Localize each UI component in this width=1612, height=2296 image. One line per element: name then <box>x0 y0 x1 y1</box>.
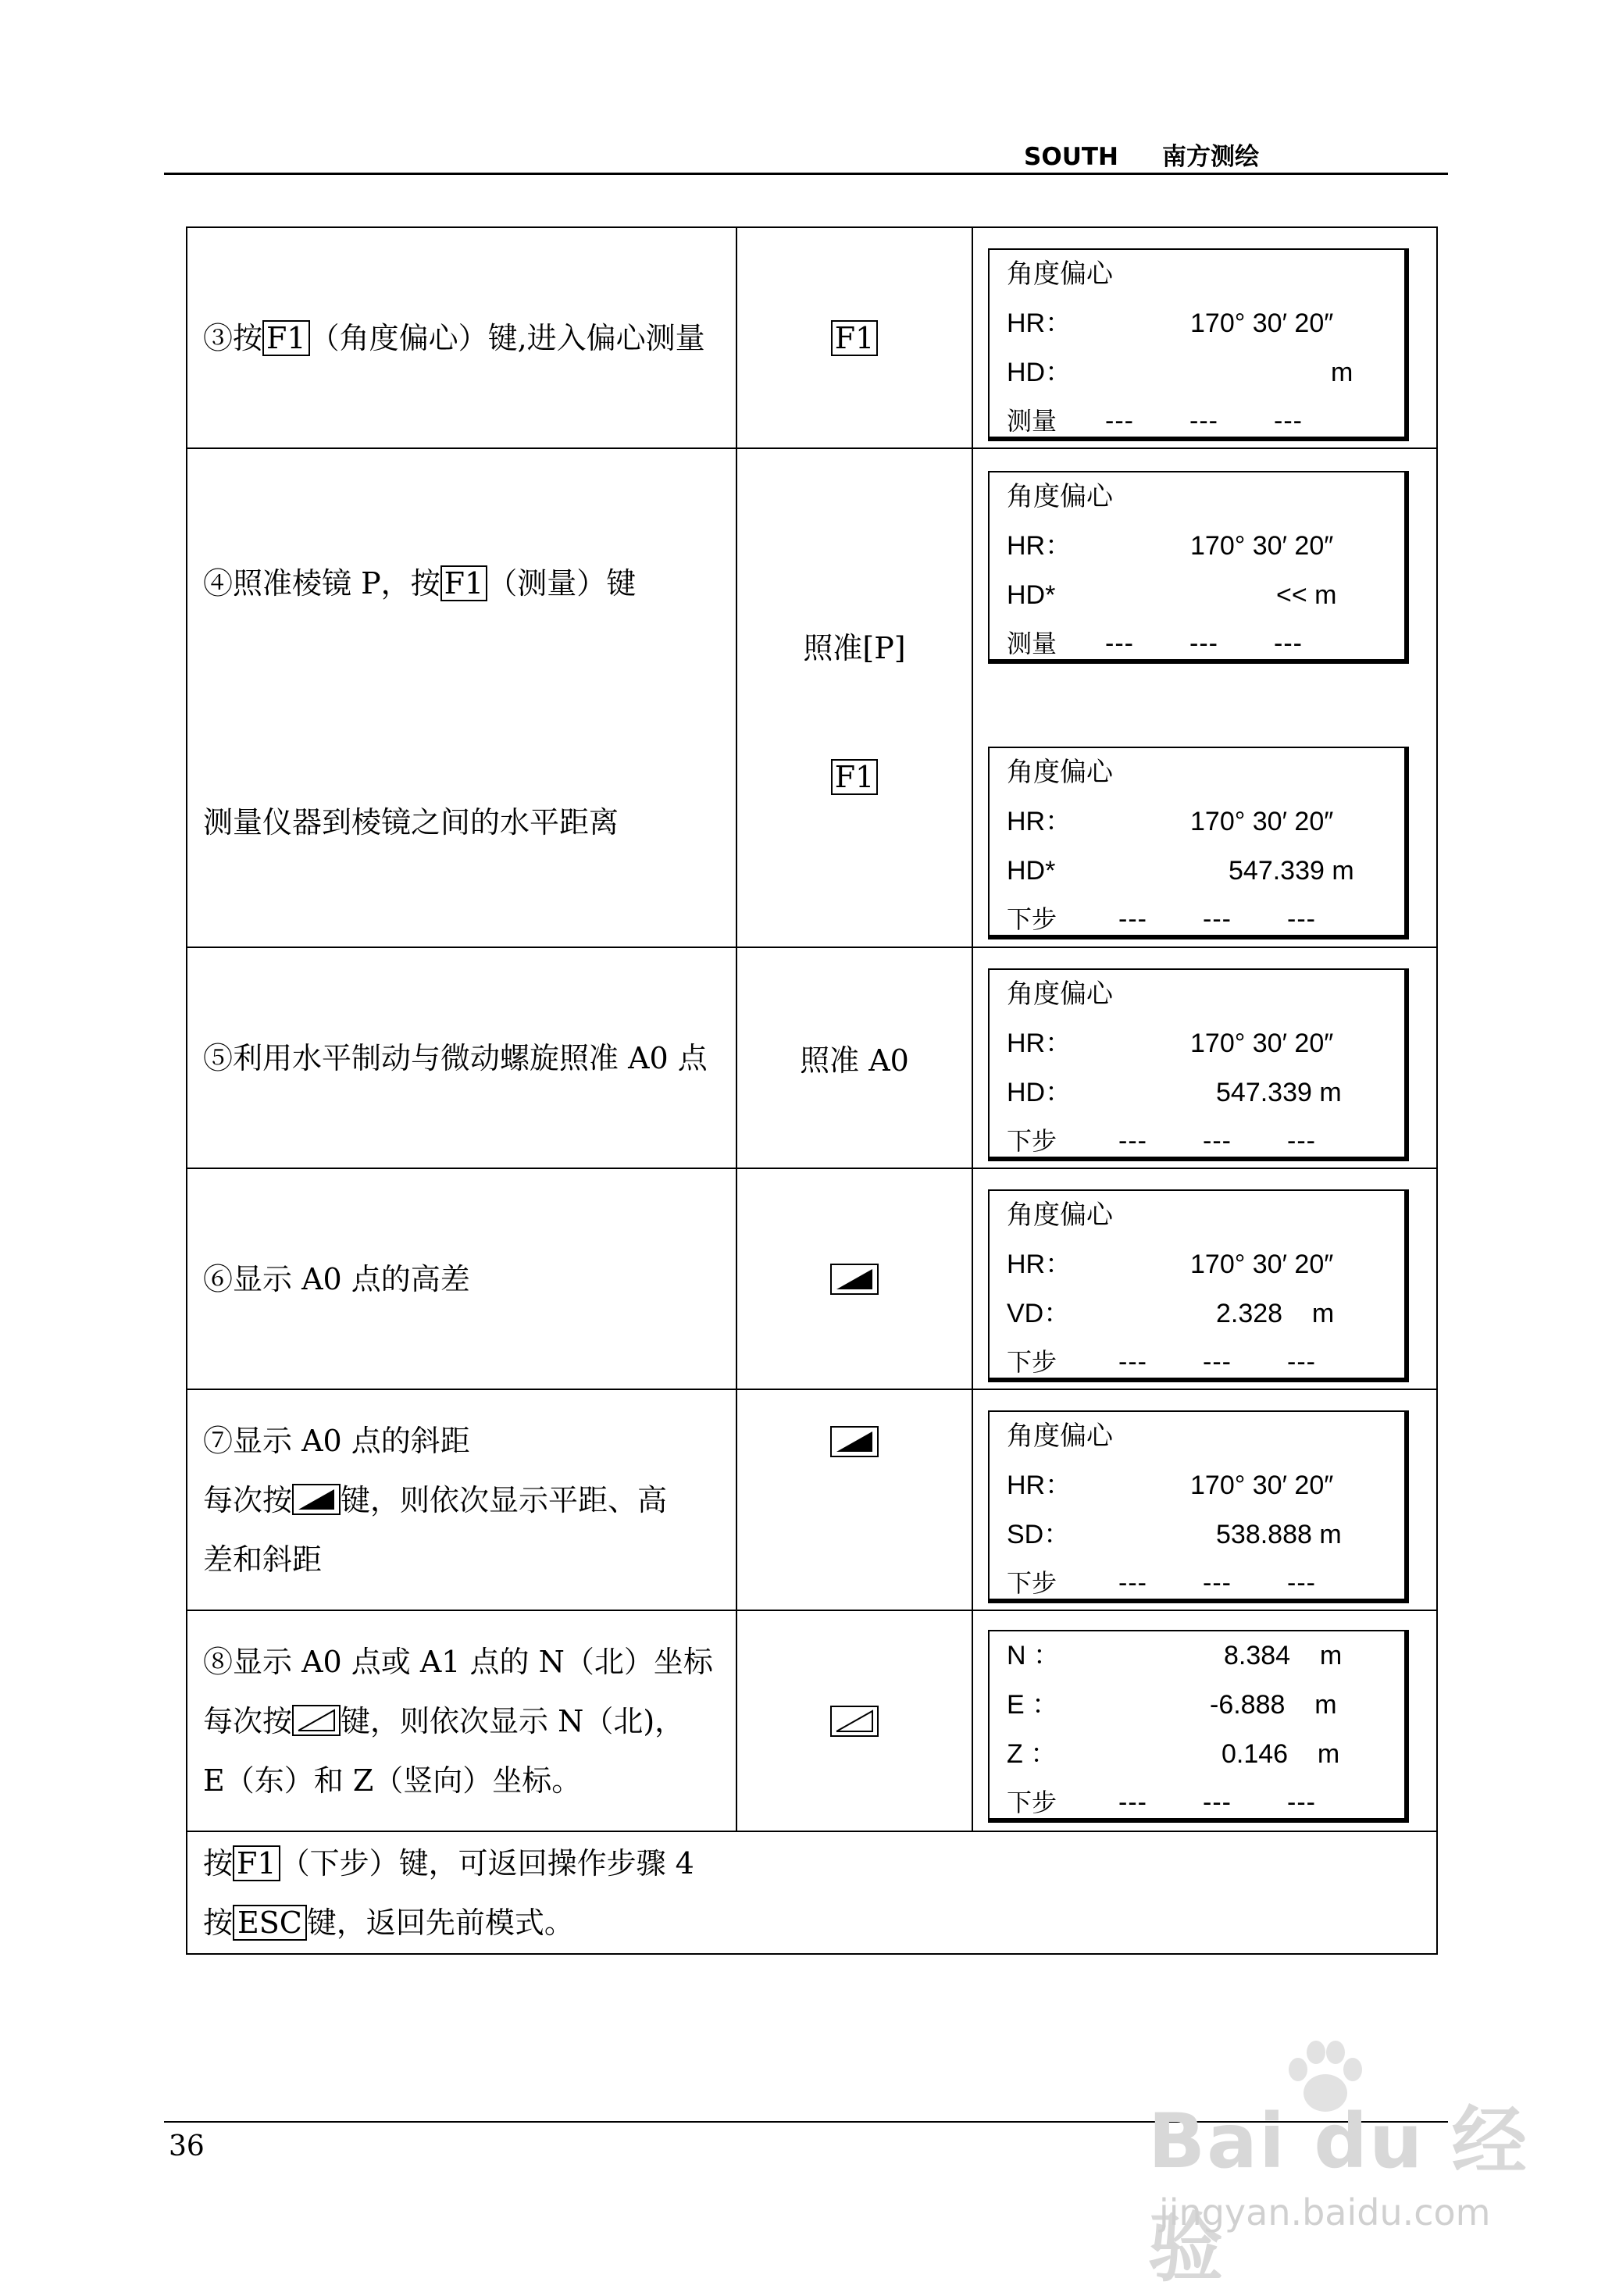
operation-key <box>736 1610 972 1831</box>
instrument-screen: 角度偏心 HR： 170° 30′ 20″ HD* 547.339 m 下步 --- --- --- <box>988 747 1409 939</box>
display-cell <box>972 1389 1437 1610</box>
table-row <box>187 227 1437 448</box>
watermark-url: jingyan.baidu.com <box>1159 2191 1491 2234</box>
step-description: ⑦显示 A0 点的斜距 每次按 键，则依次显示平距、高 差和斜距 <box>187 1389 736 1610</box>
operation-key <box>736 1168 972 1389</box>
header-brand <box>1024 137 1259 172</box>
slope-triangle-icon <box>830 1426 879 1457</box>
slope-triangle-icon <box>830 1264 879 1295</box>
screen-title: 角度偏心 <box>1007 756 1113 788</box>
header-rule <box>164 173 1448 175</box>
operation-key <box>736 1389 972 1610</box>
table-row <box>187 947 1437 1168</box>
screen-title: 角度偏心 <box>1007 480 1113 512</box>
brand-chinese: 南方测绘 <box>1162 143 1259 171</box>
sight-prism-label: 照准[P] <box>803 631 906 665</box>
instrument-screen: 角度偏心 HR： 170° 30′ 20″ VD： 2.328 m 下步 --- --- --- <box>988 1189 1409 1382</box>
table-row <box>187 1831 1437 1954</box>
table-row <box>187 1389 1437 1610</box>
screen-title: 角度偏心 <box>1007 1200 1113 1231</box>
display-cell <box>972 1610 1437 1831</box>
display-cell <box>972 1168 1437 1389</box>
instrument-screen: 角度偏心 HR： 170° 30′ 20″ SD： 538.888 m 下步 --- --- --- <box>988 1410 1409 1603</box>
page-header <box>0 0 1612 187</box>
brand-english: SOUTH <box>1024 143 1118 171</box>
procedure-table <box>186 226 1438 1955</box>
instrument-screen: 角度偏心 HR： 170° 30′ 20″ HD： 547.339 m 下步 --- --- --- <box>988 968 1409 1161</box>
step-description: ⑥显示 A0 点的高差 <box>187 1168 736 1389</box>
f1-key-label: F1 <box>233 1845 280 1881</box>
operation-key <box>736 227 972 448</box>
coordinate-icon <box>292 1705 341 1736</box>
screen-title: 角度偏心 <box>1007 1421 1113 1452</box>
f1-key-label: F1 <box>440 565 488 601</box>
step-description: ⑤利用水平制动与微动螺旋照准 A0 点 <box>187 947 736 1168</box>
watermark-logo: Bai du 经验 <box>1148 2098 1528 2292</box>
sight-a0-label: 照准 A0 <box>800 1043 909 1078</box>
display-cell <box>972 947 1437 1168</box>
esc-key-label: ESC <box>233 1905 307 1941</box>
operation-key <box>736 947 972 1168</box>
f1-key-label: F1 <box>262 320 310 356</box>
note-cell: 按 F1 （下步）键，可返回操作步骤 4 按 ESC 键，返回先前模式。 <box>187 1831 1437 1954</box>
display-cell <box>972 227 1437 448</box>
table-row <box>187 1168 1437 1389</box>
page-number: 36 <box>169 2130 205 2162</box>
operation-key <box>736 448 972 947</box>
instrument-screen: N ： 8.384 m E ： -6.888 m Z ： 0.146 m 下步 --- --- --- <box>988 1630 1409 1823</box>
slope-triangle-icon <box>292 1484 341 1515</box>
screen-title: 角度偏心 <box>1007 258 1113 290</box>
display-cell <box>972 448 1437 947</box>
instrument-screen: 角度偏心 HR： 170° 30′ 20″ HD* << m 测量 --- --- --- <box>988 471 1409 664</box>
screen-title: 角度偏心 <box>1007 979 1113 1010</box>
f1-key-label: F1 <box>831 759 879 795</box>
step-description: ④照准棱镜 P，按 F1 （测量）键 测量仪器到棱镜之间的水平距离 <box>187 448 736 947</box>
f1-key-label: F1 <box>831 320 879 356</box>
table-row <box>187 1610 1437 1831</box>
coordinate-icon <box>830 1706 879 1737</box>
baidu-watermark <box>1148 2038 1539 2292</box>
table-row <box>187 448 1437 947</box>
instrument-screen: 角度偏心 HR： 170° 30′ 20″ HD： m 测量 --- --- --- <box>988 248 1409 441</box>
step-description: ⑧显示 A0 点或 A1 点的 N（北）坐标 每次按 键，则依次显示 N（北)， E（东）和 Z（竖向）坐标。 <box>187 1610 736 1831</box>
step-description: ③按 F1 （角度偏心）键,进入偏心测量 <box>187 227 736 448</box>
